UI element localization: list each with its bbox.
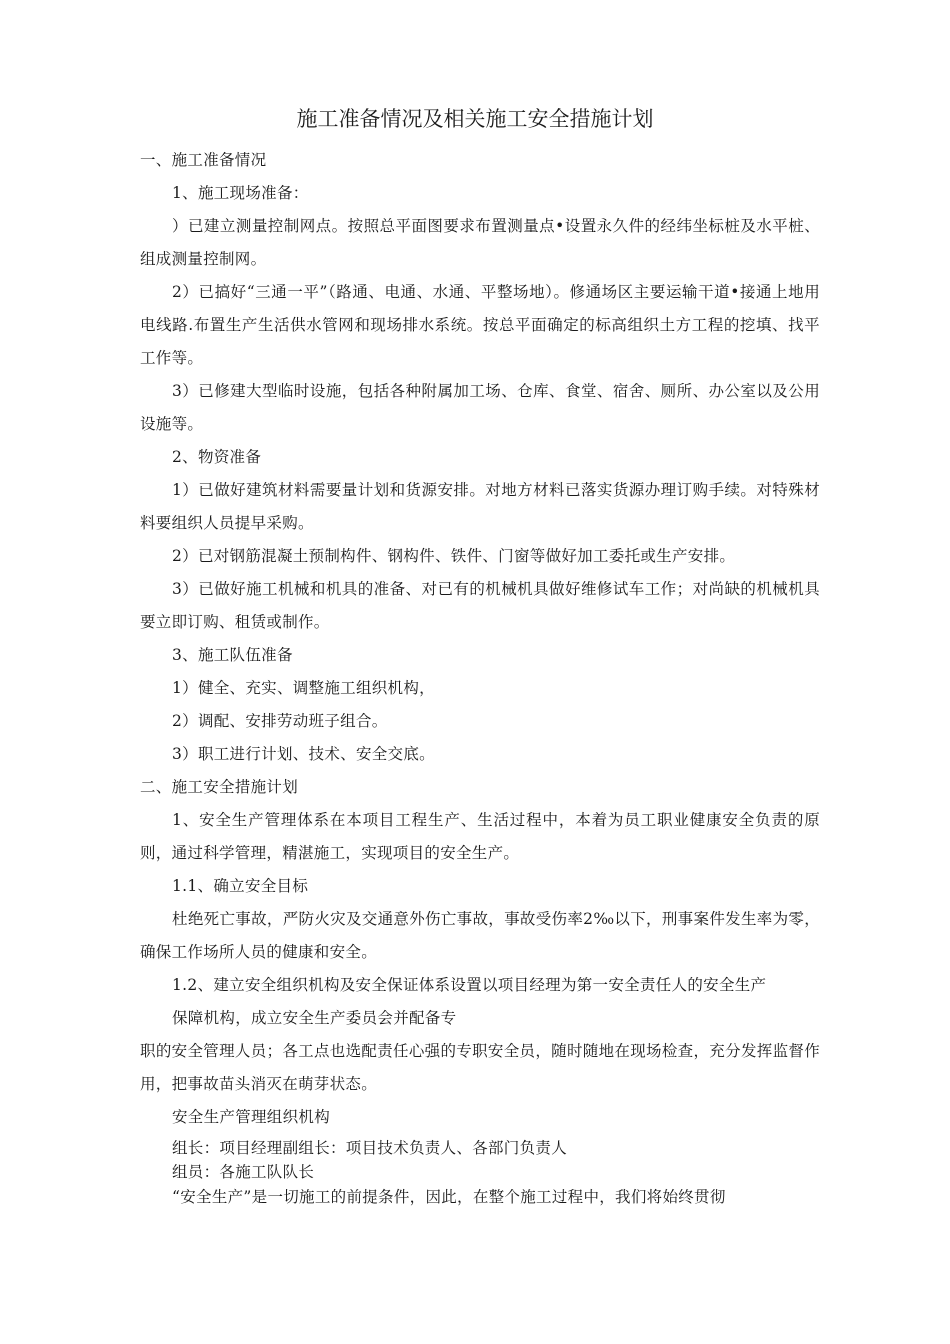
paragraph-1-1-3: 3）已修建大型临时设施，包括各种附属加工场、仓库、食堂、宿舍、厕所、办公室以及公用设施等。 xyxy=(140,382,820,433)
paragraph-2-1: 1、安全生产管理体系在本项目工程生产、生活过程中，本着为员工职业健康安全负责的原则，通过科学管理，精湛施工，实现项目的安全生产。 xyxy=(140,811,820,862)
section-1-3-heading: 3、施工队伍准备 xyxy=(172,646,293,664)
section-1-2-heading: 2、物资准备 xyxy=(172,448,262,466)
section-2-1-2-line-2: 保障机构，成立安全生产委员会并配备专 xyxy=(172,1009,457,1027)
paragraph-1-3-2: 2）调配、安排劳动班子组合。 xyxy=(172,712,388,730)
final-line: “安全生产”是一切施工的前提条件，因此，在整个施工过程中，我们将始终贯彻 xyxy=(172,1188,726,1206)
org-heading: 安全生产管理组织机构 xyxy=(172,1108,331,1126)
paragraph-1-2-1: 1）已做好建筑材料需要量计划和货源安排。对地方材料已落实货源办理订购手续。对特殊材料要组织人员提早采购。 xyxy=(140,481,820,532)
section-2-1-2-line-3: 职的安全管理人员；各工点也选配责任心强的专职安全员，随时随地在现场检查，充分发挥监督作用，把事故苗头消灭在萌芽状态。 xyxy=(140,1042,820,1093)
section-1-heading: 一、施工准备情况 xyxy=(140,151,267,169)
section-1-1-heading: 1、施工现场准备： xyxy=(172,184,309,202)
paragraph-1-1-1: ）已建立测量控制网点。按照总平面图要求布置测量点•设置永久件的经纬坐标桩及水平桩、组成测量控制网。 xyxy=(140,217,820,268)
paragraph-1-2-2: 2）已对钢筋混凝土预制构件、钢构件、铁件、门窗等做好加工委托或生产安排。 xyxy=(172,547,736,565)
paragraph-2-1-1: 杜绝死亡事故，严防火灾及交通意外伤亡事故，事故受伤率2‰以下，刑事案件发生率为零，确保工作场所人员的健康和安全。 xyxy=(140,910,820,961)
document-title: 施工准备情况及相关施工安全措施计划 xyxy=(296,107,654,131)
section-2-1-1-heading: 1.1、确立安全目标 xyxy=(172,877,309,895)
paragraph-1-3-3: 3）职工进行计划、技术、安全交底。 xyxy=(172,745,435,763)
org-line-1: 组长：项目经理副组长：项目技术负责人、各部门负责人 xyxy=(172,1139,568,1157)
paragraph-1-3-1: 1）健全、充实、调整施工组织机构， xyxy=(172,679,435,697)
org-line-2: 组员：各施工队队长 xyxy=(172,1163,315,1181)
section-2-1-2-line-1: 1.2、建立安全组织机构及安全保证体系设置以项目经理为第一安全责任人的安全生产 xyxy=(172,976,767,994)
paragraph-1-1-2: 2）已搞好“三通一平”（路通、电通、水通、平整场地）。修通场区主要运输干道•接通上地用电线路.布置生产生活供水管网和现场排水系统。按总平面确定的标高组织土方工程的挖填、找平工作等。 xyxy=(140,283,820,367)
section-2-heading: 二、施工安全措施计划 xyxy=(140,778,299,796)
paragraph-1-2-3: 3）已做好施工机械和机具的准备、对已有的机械机具做好维修试车工作；对尚缺的机械机具要立即订购、租赁或制作。 xyxy=(140,580,820,631)
